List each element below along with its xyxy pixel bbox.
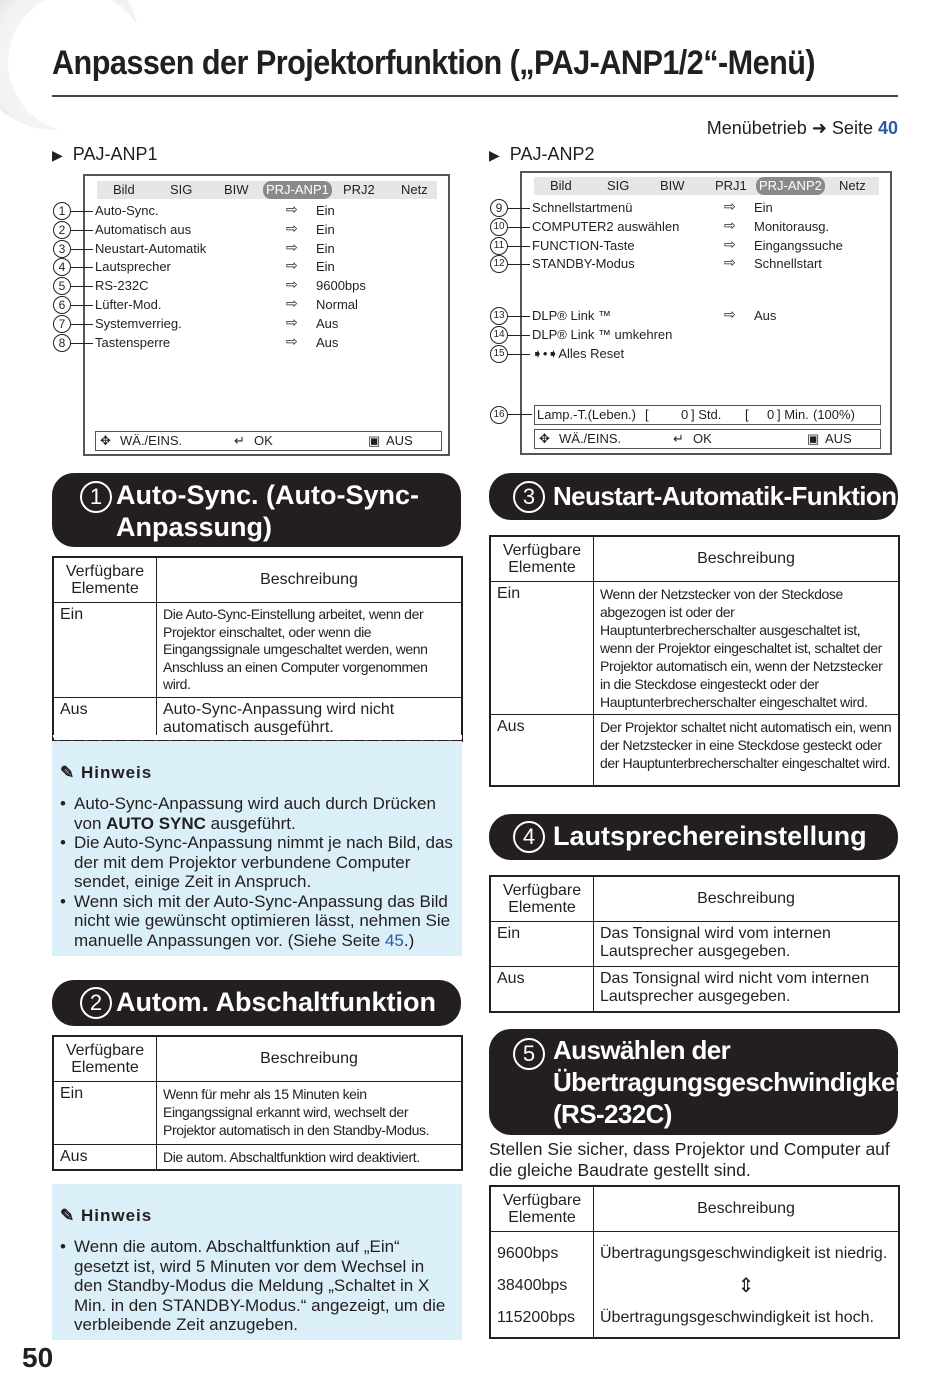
leader-line (71, 267, 93, 268)
menu-item-value: Normal (316, 297, 358, 312)
menu-item-value: Aus (754, 308, 777, 323)
hint-box-auto-sync: ✎ Hinweis • Auto-Sync-Anpassung wird auch durch Drücken von AUTO SYNC ausgeführt. • Die Auto-Sync-Anpassung nimmt je nach Bild, das der mit dem Projektor verbundene Computer sendet, einige Zeit in Anspruch. • Wenn sich mit der Auto-Sync-Anpassung das Bild nicht wie gewünscht optimieren lässt, nehmen Sie manuelle Anpassungen vor. (Siehe Seite 45.) (52, 741, 462, 956)
title-divider (52, 95, 898, 97)
menu-item-value: Aus (316, 335, 339, 350)
triangle-icon: ▶ (489, 147, 500, 163)
callout-number: 5 (53, 277, 71, 295)
menu-item-label[interactable]: FUNCTION-Taste (532, 238, 635, 253)
arrow-right-icon: ⇨ (286, 201, 298, 217)
tab-prj-anp1[interactable]: PRJ-ANP1 (263, 181, 332, 199)
tab-prj1[interactable]: PRJ1 (715, 178, 747, 193)
pencil-icon: ✎ (60, 763, 76, 782)
menu-item-value: Ein (316, 241, 335, 256)
callout-number: 11 (490, 237, 508, 255)
arrow-right-icon: ⇨ (286, 220, 298, 236)
menu-item-label[interactable]: COMPUTER2 auswählen (532, 219, 680, 234)
leader-line (508, 246, 530, 247)
page-link[interactable]: 40 (877, 118, 898, 138)
tab-sig[interactable]: SIG (170, 182, 193, 197)
callout-number: 3 (53, 240, 71, 258)
leader-line (508, 208, 530, 209)
tab-biw[interactable]: BIW (224, 182, 249, 197)
menu-item-label[interactable]: Neustart-Automatik (95, 241, 207, 256)
arrow-right-icon: ⇨ (286, 239, 298, 255)
tab-netz[interactable]: Netz (839, 178, 866, 193)
leader-line (71, 211, 93, 212)
menu-item-label[interactable]: Automatisch aus (95, 222, 192, 237)
arrow-right-icon: ⇨ (724, 306, 736, 322)
arrow-right-icon: ⇨ (286, 295, 298, 311)
anp2-statusbar: ✥ WÄ./EINS. ↵ OK ▣ AUS (534, 429, 881, 449)
anp1-tabbar (97, 181, 437, 199)
rate-38400: 38400bps (497, 1277, 568, 1294)
anp2-tabbar (534, 177, 879, 195)
leader-line (71, 343, 93, 344)
arrow-right-icon: ⇨ (286, 333, 298, 349)
tab-biw[interactable]: BIW (660, 178, 685, 193)
menu-item-value: Ein (316, 222, 335, 237)
menu-button-icon: ▣ (807, 431, 820, 446)
hint-item: • Wenn sich mit der Auto-Sync-Anpassung das Bild nicht wie gewünscht optimieren lässt, nehmen Sie manuelle Anpassungen vor. (Siehe Seite 45.) (60, 892, 456, 951)
menu-item-value: Ein (754, 200, 773, 215)
menu-item-label[interactable]: DLP® Link ™ (532, 308, 611, 323)
callout-number: 8 (53, 334, 71, 352)
menu-reference: Menübetrieb ➜ Seite 40 (706, 118, 898, 138)
arrow-right-icon: ⇨ (724, 217, 736, 233)
tab-sig[interactable]: SIG (607, 178, 630, 193)
anp2-label: ▶ PAJ-ANP2 (489, 144, 595, 164)
auto-restart-table: Verfügbare Elemente Beschreibung Ein Wenn der Netzstecker von der Steckdose abgezogen ist oder der Hauptunterbrecherschalter ausgeschaltet ist, wenn der Projektor eingeschaltet ist, schaltet der Projektor automatisch ein, wenn der Netzstecker in die Steckdose eingesteckt oder der Hauptunterbrecherschalter eingeschaltet wird. Aus Der Projektor schaltet nicht automatisch ein, wenn der Netzstecker in eine Steckdose gesteckt oder der Hauptunterbrecherschalter eingeschaltet wird. (489, 535, 900, 787)
rate-9600: 9600bps (497, 1245, 559, 1262)
enter-icon: ↵ (673, 431, 684, 446)
section-header-auto-restart: 3 Neustart-Automatik-Funktion (489, 473, 898, 520)
leader-line (71, 286, 93, 287)
tab-prj-anp2[interactable]: PRJ-ANP2 (756, 177, 825, 195)
leader-line (71, 324, 93, 325)
callout-number: 12 (490, 255, 508, 273)
menu-item-value: Ein (316, 259, 335, 274)
callout-number: 2 (53, 221, 71, 239)
leader-line (508, 354, 530, 355)
menu-item-label[interactable]: Systemverrieg. (95, 316, 182, 331)
tab-prj2[interactable]: PRJ2 (343, 182, 375, 197)
menu-item-label[interactable]: DLP® Link ™ umkehren (532, 327, 673, 342)
pencil-icon: ✎ (60, 1206, 76, 1225)
auto-sync-table: Verfügbare Elemente Beschreibung Ein Die Auto-Sync-Einstellung arbeitet, wenn der Projektor einschaltet, oder wenn die Eingangssignale umgeschaltet werden, wenn Anschluss an einen Computer vorgenommen wird. Aus Auto-Sync-Anpassung wird nicht automatisch ausgeführt. (52, 556, 463, 742)
menu-item-value: 9600bps (316, 278, 366, 293)
leader-line (71, 230, 93, 231)
leader-line (508, 414, 532, 415)
arrow-right-icon: ⇨ (724, 236, 736, 252)
menu-item-label[interactable]: ➧•➧Alles Reset (532, 346, 625, 361)
menu-item-value: Eingangssuche (754, 238, 843, 253)
hint-item: • Auto-Sync-Anpassung wird auch durch Drücken von AUTO SYNC ausgeführt. (60, 794, 456, 833)
tab-netz[interactable]: Netz (401, 182, 428, 197)
tab-bild[interactable]: Bild (550, 178, 572, 193)
lamp-time-box: Lamp.-T.(Leben.) [ 0 ] Std. [ 0 ] Min. (100%) (534, 405, 881, 425)
menu-button-icon: ▣ (368, 433, 381, 448)
leader-line (508, 264, 530, 265)
callout-number: 6 (53, 296, 71, 314)
menu-item-label[interactable]: RS-232C (95, 278, 149, 293)
speaker-table: Verfügbare Elemente Beschreibung Ein Das Tonsignal wird vom internen Lautsprecher ausgegeben. Aus Das Tonsignal wird nicht vom internen Lautsprecher ausgegeben. (489, 875, 900, 1013)
hint-box-auto-off: ✎ Hinweis • Wenn die autom. Abschaltfunktion auf „Ein“ gesetzt ist, wird 5 Minuten vor dem Wechsel in den Standby-Modus die Meldung „Schaltet in X Min. in den STANDBY-Modus.“ angezeigt, um die verbleibende Zeit anzugeben. (52, 1184, 462, 1340)
callout-number: 14 (490, 326, 508, 344)
callout-number: 1 (53, 202, 71, 220)
menu-item-label[interactable]: STANDBY-Modus (532, 256, 635, 271)
arrow-right-icon: ⇨ (286, 276, 298, 292)
enter-icon: ↵ (234, 433, 245, 448)
arrow-right-icon: ⇨ (286, 314, 298, 330)
callout-number: 13 (490, 307, 508, 325)
arrow-right-icon: ➜ (811, 118, 827, 138)
menu-item-label[interactable]: Lautsprecher (95, 259, 171, 274)
move-icon: ✥ (539, 431, 550, 446)
hint-item: • Die Auto-Sync-Anpassung nimmt je nach Bild, das der mit dem Projektor verbundene Computer sendet, einige Zeit in Anspruch. (60, 833, 456, 892)
triangle-icon: ▶ (52, 147, 63, 163)
leader-line (508, 227, 530, 228)
anp1-statusbar: ✥ WÄ./EINS. ↵ OK ▣ AUS (95, 431, 442, 451)
section-header-rs232c: 5 Auswählen der Übertragungsgeschwindigkeit (RS-232C) (489, 1029, 898, 1135)
arrow-right-icon: ⇨ (724, 254, 736, 270)
section-header-auto-off: 2 Autom. Abschaltfunktion (52, 980, 461, 1026)
tab-bild[interactable]: Bild (113, 182, 135, 197)
menu-item-value: Aus (316, 316, 339, 331)
auto-off-table: Verfügbare Elemente Beschreibung Ein Wenn für mehr als 15 Minuten kein Eingangssignal erkannt wird, wechselt der Projektor automatisch in den Standby-Modus. Aus Die autom. Abschaltfunktion wird deaktiviert. (52, 1035, 463, 1171)
page-title: Anpassen der Projektorfunktion („PAJ-ANP1/2“-Menü) (52, 44, 816, 82)
page-number: 50 (22, 1342, 54, 1373)
rate-115200: 115200bps (497, 1309, 575, 1326)
rs232c-table: Verfügbare Elemente Beschreibung 9600bps 38400bps 115200bps Übertragungsgeschwindigkeit ist niedrig. ⇕ Übertragungsgeschwindigkeit ist hoch. (489, 1185, 900, 1339)
menu-item-value: Monitorausg. (754, 219, 830, 234)
arrow-right-icon: ⇨ (286, 257, 298, 273)
leader-line (71, 249, 93, 250)
menu-item-value: Ein (316, 203, 335, 218)
move-icon: ✥ (100, 433, 111, 448)
double-arrow-icon: ⇕ (737, 1275, 755, 1297)
callout-number: 9 (490, 199, 508, 217)
menu-item-label[interactable]: Tastensperre (95, 335, 171, 350)
leader-line (71, 305, 93, 306)
hint-item: • Wenn die autom. Abschaltfunktion auf „Ein“ gesetzt ist, wird 5 Minuten vor dem Wechsel in den Standby-Modus die Meldung „Schaltet in X Min. in den STANDBY-Modus.“ angezeigt, um die verbleibende Zeit anzugeben. (60, 1237, 456, 1335)
section-header-auto-sync: 1 Auto-Sync. (Auto-Sync- Anpassung) (52, 473, 461, 547)
callout-number: 15 (490, 345, 508, 363)
leader-line (508, 335, 530, 336)
arrow-right-icon: ⇨ (724, 198, 736, 214)
menu-item-label[interactable]: Schnellstartmenü (532, 200, 633, 215)
menu-item-label[interactable]: Auto-Sync. (95, 203, 159, 218)
callout-number: 16 (490, 406, 508, 424)
rs232c-intro: Stellen Sie sicher, dass Projektor und Computer auf die gleiche Baudrate gestellt sind. (489, 1139, 890, 1180)
anp1-label: ▶ PAJ-ANP1 (52, 144, 158, 164)
leader-line (508, 316, 530, 317)
callout-number: 10 (490, 218, 508, 236)
page-link[interactable]: 45 (384, 930, 404, 950)
callout-number: 7 (53, 315, 71, 333)
callout-number: 4 (53, 258, 71, 276)
menu-item-value: Schnellstart (754, 256, 822, 271)
section-header-speaker: 4 Lautsprechereinstellung (489, 814, 898, 860)
menu-item-label[interactable]: Lüfter-Mod. (95, 297, 162, 312)
